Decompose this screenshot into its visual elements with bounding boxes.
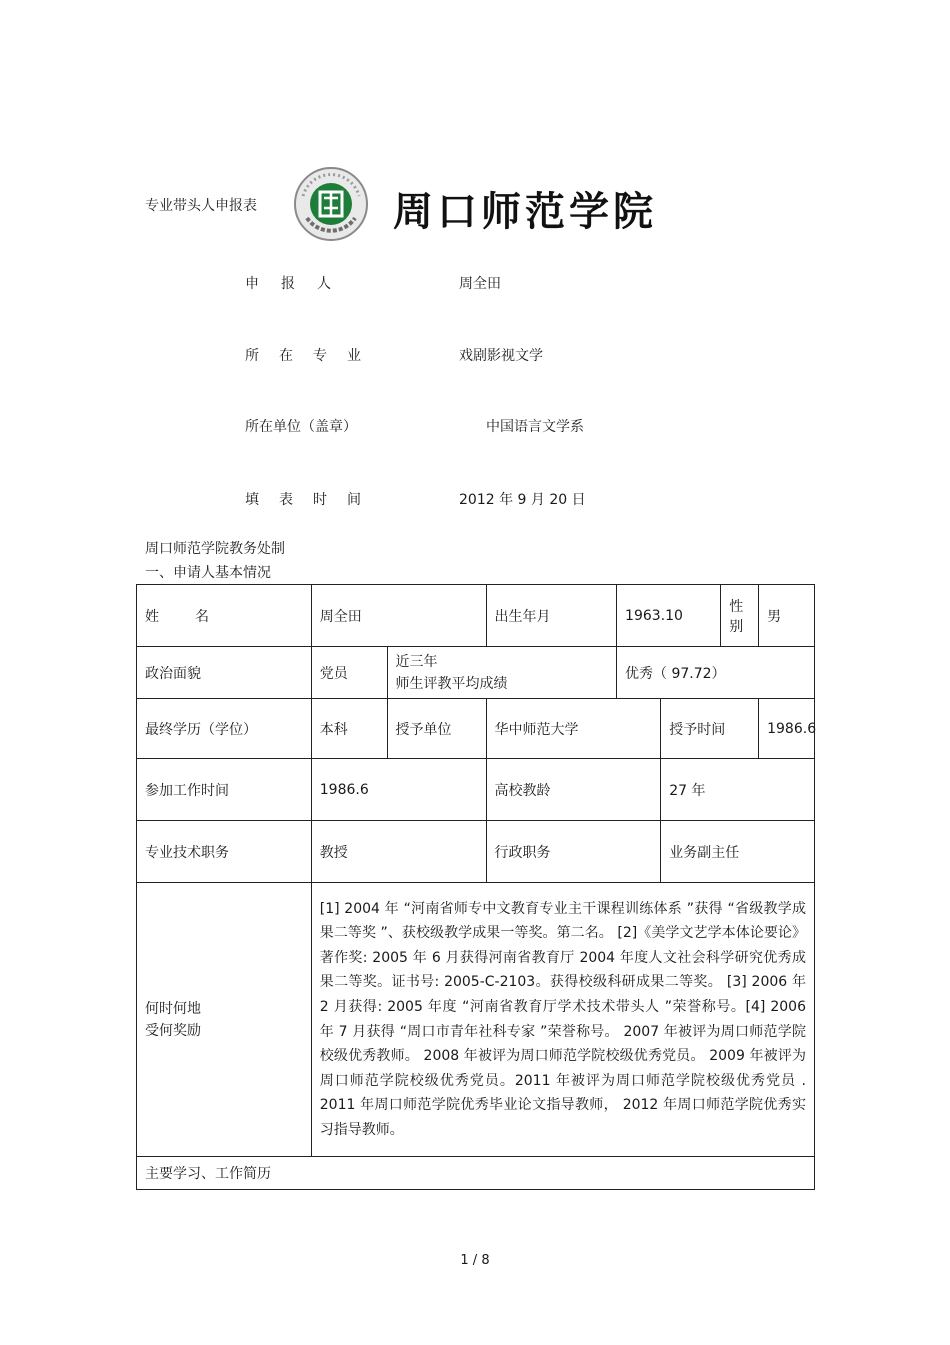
tech-title-label: 专业技术职务 — [137, 821, 312, 883]
page-number: 1 / 8 — [460, 1253, 490, 1268]
edu-value: 本科 — [311, 699, 387, 759]
name-label: 姓 名 — [137, 585, 312, 647]
admin-label: 行政职务 — [486, 821, 661, 883]
applicant-label: 申 报 人 — [245, 276, 331, 292]
grant-unit-value: 华中师范大学 — [486, 699, 661, 759]
major-value: 戏剧影视文学 — [459, 348, 543, 364]
unit-value: 中国语言文学系 — [486, 419, 584, 435]
work-start-label: 参加工作时间 — [137, 759, 312, 821]
admin-value: 业务副主任 — [661, 821, 815, 883]
school-seal-logo — [293, 166, 369, 242]
tech-title-value: 教授 — [311, 821, 486, 883]
awards-text: [1] 2004 年 “河南省师专中文教育专业主干课程训练体系 ”获得 “省级教学成果二等奖 ”、获校级教学成果一等奖。第二名。 [2]《美学文艺学本体论要论》著作奖: 2005 年 6 月获得河南省教育厅 2004 年度人文社会科学研究优秀成果二等奖。证书号: 2005-C-2103。获得校级科研成果二等奖。 [3] 2006 年 2 月获得: 2005 年度 “河南省教育厅学术技术带头人 ”荣誉称号。[4] 2006 年 7 月获得 “周口市青年社科专家 ”荣誉称号。 2007 年被评为周口师范学院校级优秀教师。 2008 年被评为周口师范学院校级优秀党员。 2009 年被评为周口师范学院校级优秀党员。2011 年被评为周口师范学院校级优秀党员 . 2011 年周口师范学院优秀毕业论文指导教师， 2012 年周口师范学院优秀实习指导教师。 — [311, 883, 814, 1157]
political-value: 党员 — [311, 647, 387, 699]
teaching-years-label: 高校教龄 — [486, 759, 661, 821]
awards-label: 何时何地 受何奖励 — [137, 883, 312, 1157]
unit-label: 所在单位（盖章） — [245, 419, 357, 435]
name-value: 周全田 — [311, 585, 486, 647]
table-row — [137, 585, 815, 647]
teaching-years-value: 27 年 — [661, 759, 815, 821]
date-label: 填 表 时 间 — [245, 492, 361, 508]
eval-value: 优秀（ 97.72） — [617, 647, 815, 699]
table-row — [137, 699, 815, 759]
date-value: 2012 年 9 月 20 日 — [459, 492, 586, 508]
gender-label: 性 别 — [721, 585, 759, 647]
table-row — [137, 821, 815, 883]
political-label: 政治面貌 — [137, 647, 312, 699]
table-row — [137, 759, 815, 821]
issuer: 周口师范学院教务处制 — [145, 541, 285, 557]
work-start-value: 1986.6 — [311, 759, 486, 821]
birth-label: 出生年月 — [486, 585, 617, 647]
table-row — [137, 1157, 815, 1190]
edu-label: 最终学历（学位） — [137, 699, 312, 759]
history-label: 主要学习、工作简历 — [137, 1157, 815, 1190]
applicant-value: 周全田 — [459, 276, 501, 292]
major-label: 所 在 专 业 — [245, 348, 361, 364]
school-name-calligraphy: 周口师范学院 — [393, 188, 657, 235]
eval-label: 近三年 师生评教平均成绩 — [387, 647, 616, 699]
birth-value: 1963.10 — [617, 585, 721, 647]
table-row — [137, 883, 815, 1157]
form-title: 专业带头人申报表 — [145, 198, 257, 214]
grant-time-value: 1986.6 — [759, 699, 815, 759]
section-title: 一、申请人基本情况 — [145, 565, 271, 581]
gender-value: 男 — [759, 585, 815, 647]
table-row — [137, 647, 815, 699]
applicant-info-table — [136, 584, 815, 1190]
grant-unit-label: 授予单位 — [387, 699, 486, 759]
grant-time-label: 授予时间 — [661, 699, 759, 759]
